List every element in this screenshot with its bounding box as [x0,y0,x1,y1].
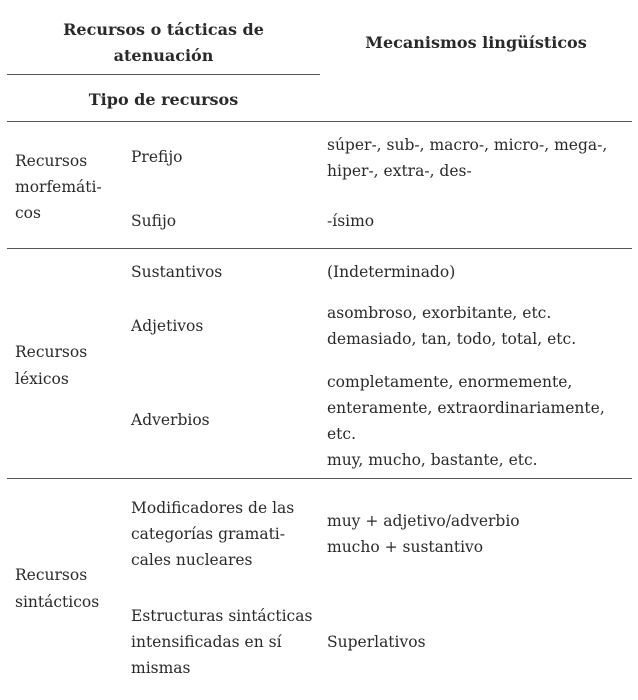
group-name-line: Recursos [15,343,88,361]
resource-type-line: Sustantivos [131,263,223,281]
mechanism-line: súper-, sub-, macro-, micro-, mega-, [327,136,608,154]
resource-type-line: Adverbios [131,411,210,429]
group-name-line: Recursos [15,566,88,584]
header-rule-partial [7,74,320,75]
group-divider-1 [7,248,632,249]
resource-type-line: cales nucleares [131,551,253,569]
header-resource-type: Tipo de recursos [88,90,239,109]
resource-type-line: Modificadores de las [131,499,295,517]
mechanism-line: enteramente, extraordinariamente, [327,399,605,417]
resource-type-line: intensificadas en sí [131,633,282,651]
mechanism-line: completamente, enormemente, [327,373,573,391]
group-name-line: léxicos [15,370,69,388]
resource-type-line: categorías gramati- [131,525,286,543]
header-rule [7,121,632,122]
mechanism-line: -ísimo [327,212,375,230]
header-col1-line2: atenuación [113,46,214,65]
group-name-line: Recursos [15,152,88,170]
resource-type-line: Estructuras sintácticas [131,607,313,625]
mechanism-line: hiper-, extra-, des- [327,162,472,180]
mechanism-line: muy + adjetivo/adverbio [327,512,520,530]
resource-type-line: Prefijo [131,148,183,166]
mechanism-line: muy, mucho, bastante, etc. [327,451,538,469]
mechanism-line: etc. [327,425,357,443]
mechanism-line: asombroso, exorbitante, etc. [327,304,552,322]
resource-type-line: Adjetivos [131,317,204,335]
group-name-line: sintácticos [15,593,100,611]
mechanism-line: (Indeterminado) [327,263,456,281]
group-divider-2 [7,478,632,479]
mechanism-line: mucho + sustantivo [327,538,484,556]
header-col1-line1: Recursos o tácticas de [63,20,264,39]
mechanism-line: Superlativos [327,633,426,651]
mechanism-line: demasiado, tan, todo, total, etc. [327,330,577,348]
resource-type-line: mismas [131,659,191,677]
group-name-line: cos [15,204,41,222]
header-mechanisms: Mecanismos lingüísticos [365,33,587,52]
resource-type-line: Sufijo [131,212,177,230]
group-name-line: morfemáti- [15,178,102,196]
